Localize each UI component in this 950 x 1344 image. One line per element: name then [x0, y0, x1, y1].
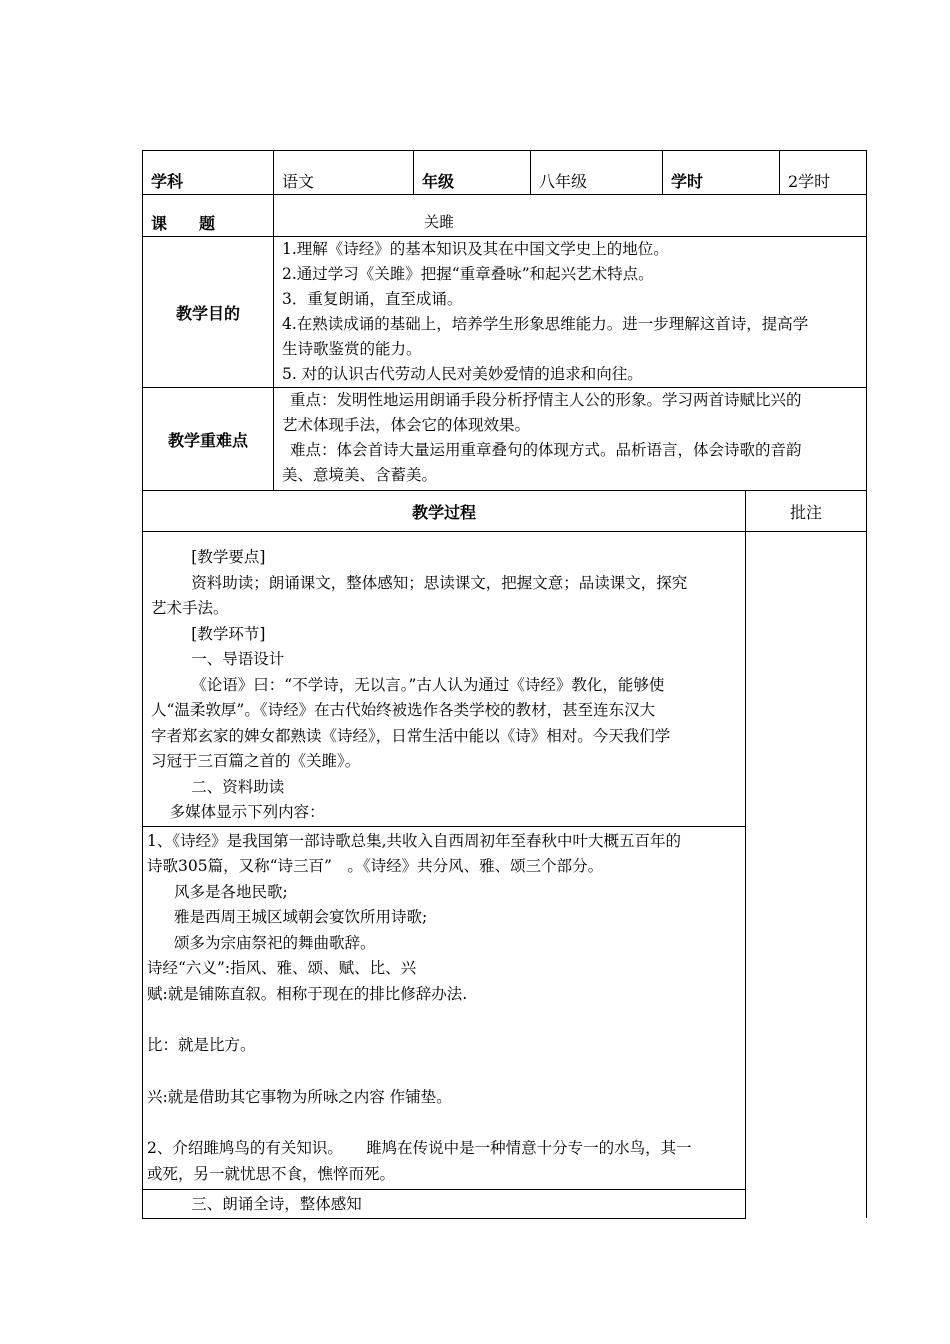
objectives-label: 教学目的: [143, 237, 274, 388]
box-line: 诗歌305篇，又称“诗三百” 。《诗经》共分风、雅、颂三个部分。: [147, 857, 604, 875]
key-point-line: 美、意境美、含蓄美。: [282, 466, 438, 484]
subject-label: 学科: [143, 151, 274, 195]
box-line: 1、《诗经》是我国第一部诗歌总集,共收入自西周初年至春秋中叶大概五百年的: [147, 831, 682, 850]
box-line: 兴:就是借助其它事物为所咏之内容 作铺垫。: [147, 1087, 452, 1106]
paragraph: 习冠于三百篇之首的《关雎》。: [151, 752, 361, 770]
box-line: 风多是各地民歌;: [174, 882, 288, 901]
section-heading: 一、导语设计: [191, 650, 285, 668]
key-points-row: [143, 388, 867, 491]
key-points-text: [274, 388, 867, 491]
lesson-plan-table: [142, 150, 867, 491]
objectives-row: [143, 237, 867, 388]
paragraph: 人“温柔敦厚”。《诗经》在古代始终被选作各类学校的教材，甚至连东汉大: [151, 701, 656, 719]
section-heading: 三、朗诵全诗，整体感知: [191, 1195, 362, 1213]
topic-label: 课 题: [143, 195, 274, 237]
objective-item: 4.在熟读成诵的基础上，培养学生形象思维能力。进一步理解这首诗，提高学: [282, 315, 809, 333]
hours-label: 学时: [663, 151, 780, 195]
notes-column: [746, 532, 867, 1219]
process-header-row: [143, 491, 867, 532]
grade-value: 八年级: [531, 151, 663, 195]
paragraph: 艺术手法。: [151, 599, 229, 617]
process-table: [142, 491, 867, 1219]
process-body-row: [143, 532, 867, 1219]
key-point-line: 重点：发明性地运用朗诵手段分析抒情主人公的形象。学习两首诗赋比兴的: [290, 391, 802, 409]
objective-item: 5. 对的认识古代劳动人民对美妙爱情的追求和向往。: [282, 365, 643, 383]
lesson-plan-document: [142, 150, 866, 1219]
box-line: 或死，另一就忧思不食，憔悴而死。: [147, 1164, 396, 1183]
objective-item: 生诗歌鉴赏的能力。: [282, 340, 422, 358]
objectives-list: [274, 237, 867, 388]
box-line: 赋:就是铺陈直叙。相称于现在的排比修辞办法.: [147, 984, 468, 1003]
objective-item: 3．重复朗诵，直至成诵。: [282, 290, 463, 308]
grade-label: 年级: [414, 151, 531, 195]
box-line: 雅是西周王城区域朝会宴饮所用诗歌;: [174, 908, 428, 926]
header-row: [143, 151, 867, 195]
paragraph: 多媒体显示下列内容：: [169, 803, 325, 821]
objective-item: 1.理解《诗经》的基本知识及其在中国文学史上的地位。: [282, 240, 669, 258]
notes-title: 批注: [746, 491, 867, 532]
box-line: 诗经“六义”:指风、雅、颂、赋、比、兴: [147, 959, 417, 977]
key-point-line: 难点：体会首诗大量运用重章叠句的体现方式。品析语言，体会诗歌的音韵: [290, 441, 802, 459]
process-title: 教学过程: [143, 491, 746, 532]
multimedia-box: [143, 826, 745, 1191]
box-line: 颂多为宗庙祭祀的舞曲歌辞。: [174, 933, 376, 952]
paragraph: 资料助读；朗诵课文，整体感知；思读课文，把握文意；品读课文，探究: [191, 573, 688, 592]
key-point-line: 艺术体现手法，体会它的体现效果。: [282, 416, 531, 434]
hours-value: 2学时: [780, 151, 867, 195]
key-points-label: 教学重难点: [143, 388, 274, 491]
objective-item: 2.通过学习《关雎》把握“重章叠咏”和起兴艺术特点。: [282, 265, 654, 283]
subject-value: 语文: [274, 151, 414, 195]
box-line: 比：就是比方。: [147, 1036, 256, 1054]
topic-row: [143, 195, 867, 237]
section-heading: [教学要点]: [191, 548, 266, 566]
topic-value: 关雎: [274, 195, 867, 237]
section-heading: 二、资料助读: [191, 777, 285, 796]
box-line: 2、介绍雎鸠鸟的有关知识。 雎鸠在传说中是一种情意十分专一的水鸟，其一: [147, 1139, 692, 1157]
section-heading: [教学环节]: [191, 624, 266, 643]
paragraph: 《论语》曰：“不学诗，无以言。”古人认为通过《诗经》教化，能够使: [191, 675, 665, 694]
process-content: [143, 532, 746, 1219]
paragraph: 字者郑玄家的婢女都熟读《诗经》，日常生活中能以《诗》相对。今天我们学: [151, 726, 671, 745]
